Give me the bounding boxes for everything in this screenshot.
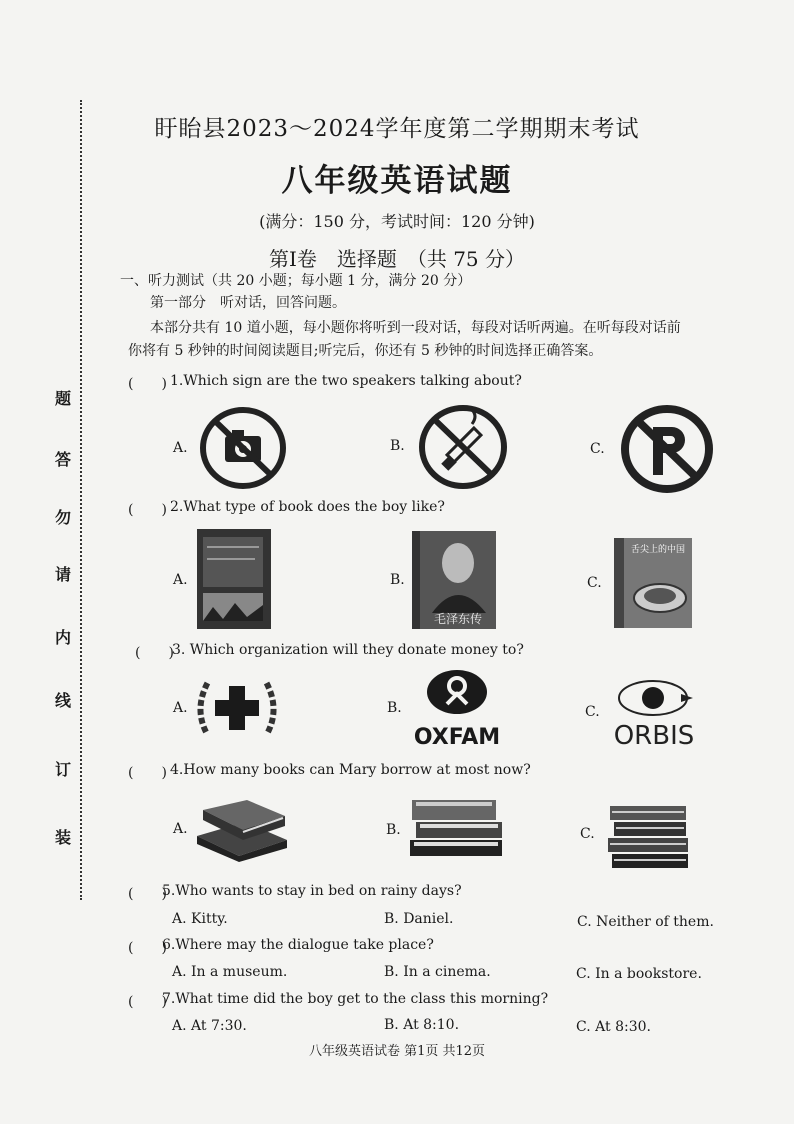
answer-paren[interactable]: ( ) — [128, 502, 167, 518]
question-text: 7.What time did the boy get to the class this morning? — [162, 991, 549, 1007]
option-letter: B. — [390, 438, 405, 454]
option-letter: A. — [173, 572, 188, 588]
answer-paren[interactable]: ( ) — [128, 940, 167, 956]
no-smoking-icon — [417, 404, 509, 490]
option-c[interactable] — [576, 1019, 651, 1035]
option-letter: C. — [576, 966, 591, 982]
four-books-icon — [604, 800, 694, 872]
oxfam-logo — [408, 668, 506, 748]
answer-paren[interactable]: ( ) — [128, 765, 167, 781]
part-title: 第Ⅰ卷 选择题 （共 75 分） — [268, 247, 526, 271]
option-letter: A. — [173, 821, 188, 837]
option-letter: C. — [590, 441, 605, 457]
option-letter: A. — [173, 440, 188, 456]
red-cross-logo — [192, 672, 282, 746]
question-text: 4.How many books can Mary borrow at most now? — [170, 762, 531, 778]
exam-title: 盱眙县2023～2024学年度第二学期期末考试 — [154, 116, 640, 142]
option-letter: A. — [173, 700, 188, 716]
binding-char: 线 — [55, 691, 72, 710]
question-text: 1.Which sign are the two speakers talking about? — [170, 373, 522, 389]
section-heading: 一、听力测试（共 20 小题；每小题 1 分，满分 20 分） — [120, 273, 472, 289]
option-a[interactable] — [172, 911, 228, 927]
no-camera-icon — [198, 406, 288, 490]
option-letter: B. — [390, 572, 405, 588]
page-footer: 八年级英语试卷 第1页 共12页 — [308, 1044, 486, 1059]
question-text: 2.What type of book does the boy like? — [170, 499, 445, 515]
option-text: Neither of them. — [596, 914, 714, 930]
two-books-icon — [193, 796, 291, 862]
answer-paren[interactable]: ( ) — [128, 886, 167, 902]
option-text: Daniel. — [403, 911, 454, 927]
option-b[interactable] — [384, 964, 491, 980]
option-c[interactable] — [576, 966, 702, 982]
option-letter: B. — [384, 964, 399, 980]
orbis-logo — [605, 676, 703, 748]
option-a[interactable] — [172, 964, 287, 980]
instructions-line: 本部分共有 10 道小题，每小题你将听到一段对话，每段对话听两遍。在听每段对话前 — [150, 320, 681, 336]
binding-char: 勿 — [55, 508, 72, 527]
option-letter: C. — [587, 575, 602, 591]
option-letter: A. — [172, 964, 187, 980]
answer-paren[interactable]: ( ) — [128, 994, 167, 1010]
instructions-line: 你将有 5 秒钟的时间阅读题目;听完后，你还有 5 秒钟的时间选择正确答案。 — [128, 343, 603, 359]
option-letter: B. — [387, 700, 402, 716]
option-a[interactable] — [172, 1018, 247, 1034]
option-letter: C. — [585, 704, 600, 720]
option-letter: A. — [172, 1018, 187, 1034]
question-text: 6.Where may the dialogue take place? — [162, 937, 434, 953]
binding-char: 题 — [55, 389, 72, 408]
option-letter: B. — [384, 1017, 399, 1033]
question-text: 3. Which organization will they donate money to? — [172, 642, 524, 658]
option-b[interactable] — [384, 1017, 459, 1033]
option-letter: B. — [384, 911, 399, 927]
food-book-cover — [612, 536, 694, 630]
binding-char: 内 — [55, 628, 72, 647]
option-text: In a bookstore. — [595, 966, 702, 982]
option-text: In a museum. — [191, 964, 288, 980]
option-letter: A. — [172, 911, 187, 927]
binding-char: 请 — [55, 565, 72, 584]
binding-char: 答 — [55, 450, 72, 469]
option-text: At 7:30. — [191, 1018, 247, 1034]
answer-paren[interactable]: ( ) — [135, 645, 174, 661]
binding-char: 装 — [55, 828, 72, 847]
option-letter: C. — [577, 914, 592, 930]
section-subheading: 第一部分 听对话，回答问题。 — [150, 295, 346, 311]
option-text: At 8:10. — [403, 1017, 460, 1033]
novel-book-cover — [195, 527, 273, 631]
exam-subject-title: 八年级英语试题 — [281, 163, 513, 199]
option-text: Kitty. — [191, 911, 228, 927]
score-time-line: (满分：150 分，考试时间：120 分钟) — [259, 212, 535, 231]
binding-char: 订 — [55, 760, 72, 779]
biography-book-cover — [410, 527, 498, 631]
three-books-icon — [404, 794, 508, 862]
question-text: 5.Who wants to stay in bed on rainy days? — [162, 883, 462, 899]
book-cover-title: 舌尖上的中国 — [630, 545, 686, 555]
option-b[interactable] — [384, 911, 453, 927]
oxfam-logo-text: OXFAM — [413, 725, 501, 748]
option-letter: B. — [386, 822, 401, 838]
book-cover-title: 毛泽东传 — [433, 612, 483, 626]
option-letter: C. — [580, 826, 595, 842]
orbis-logo-text: ORBIS — [613, 721, 695, 748]
option-text: In a cinema. — [403, 964, 491, 980]
option-letter: C. — [576, 1019, 591, 1035]
option-text: At 8:30. — [595, 1019, 651, 1035]
answer-paren[interactable]: ( ) — [128, 376, 167, 392]
option-c[interactable] — [577, 914, 714, 930]
no-parking-icon — [620, 405, 714, 493]
